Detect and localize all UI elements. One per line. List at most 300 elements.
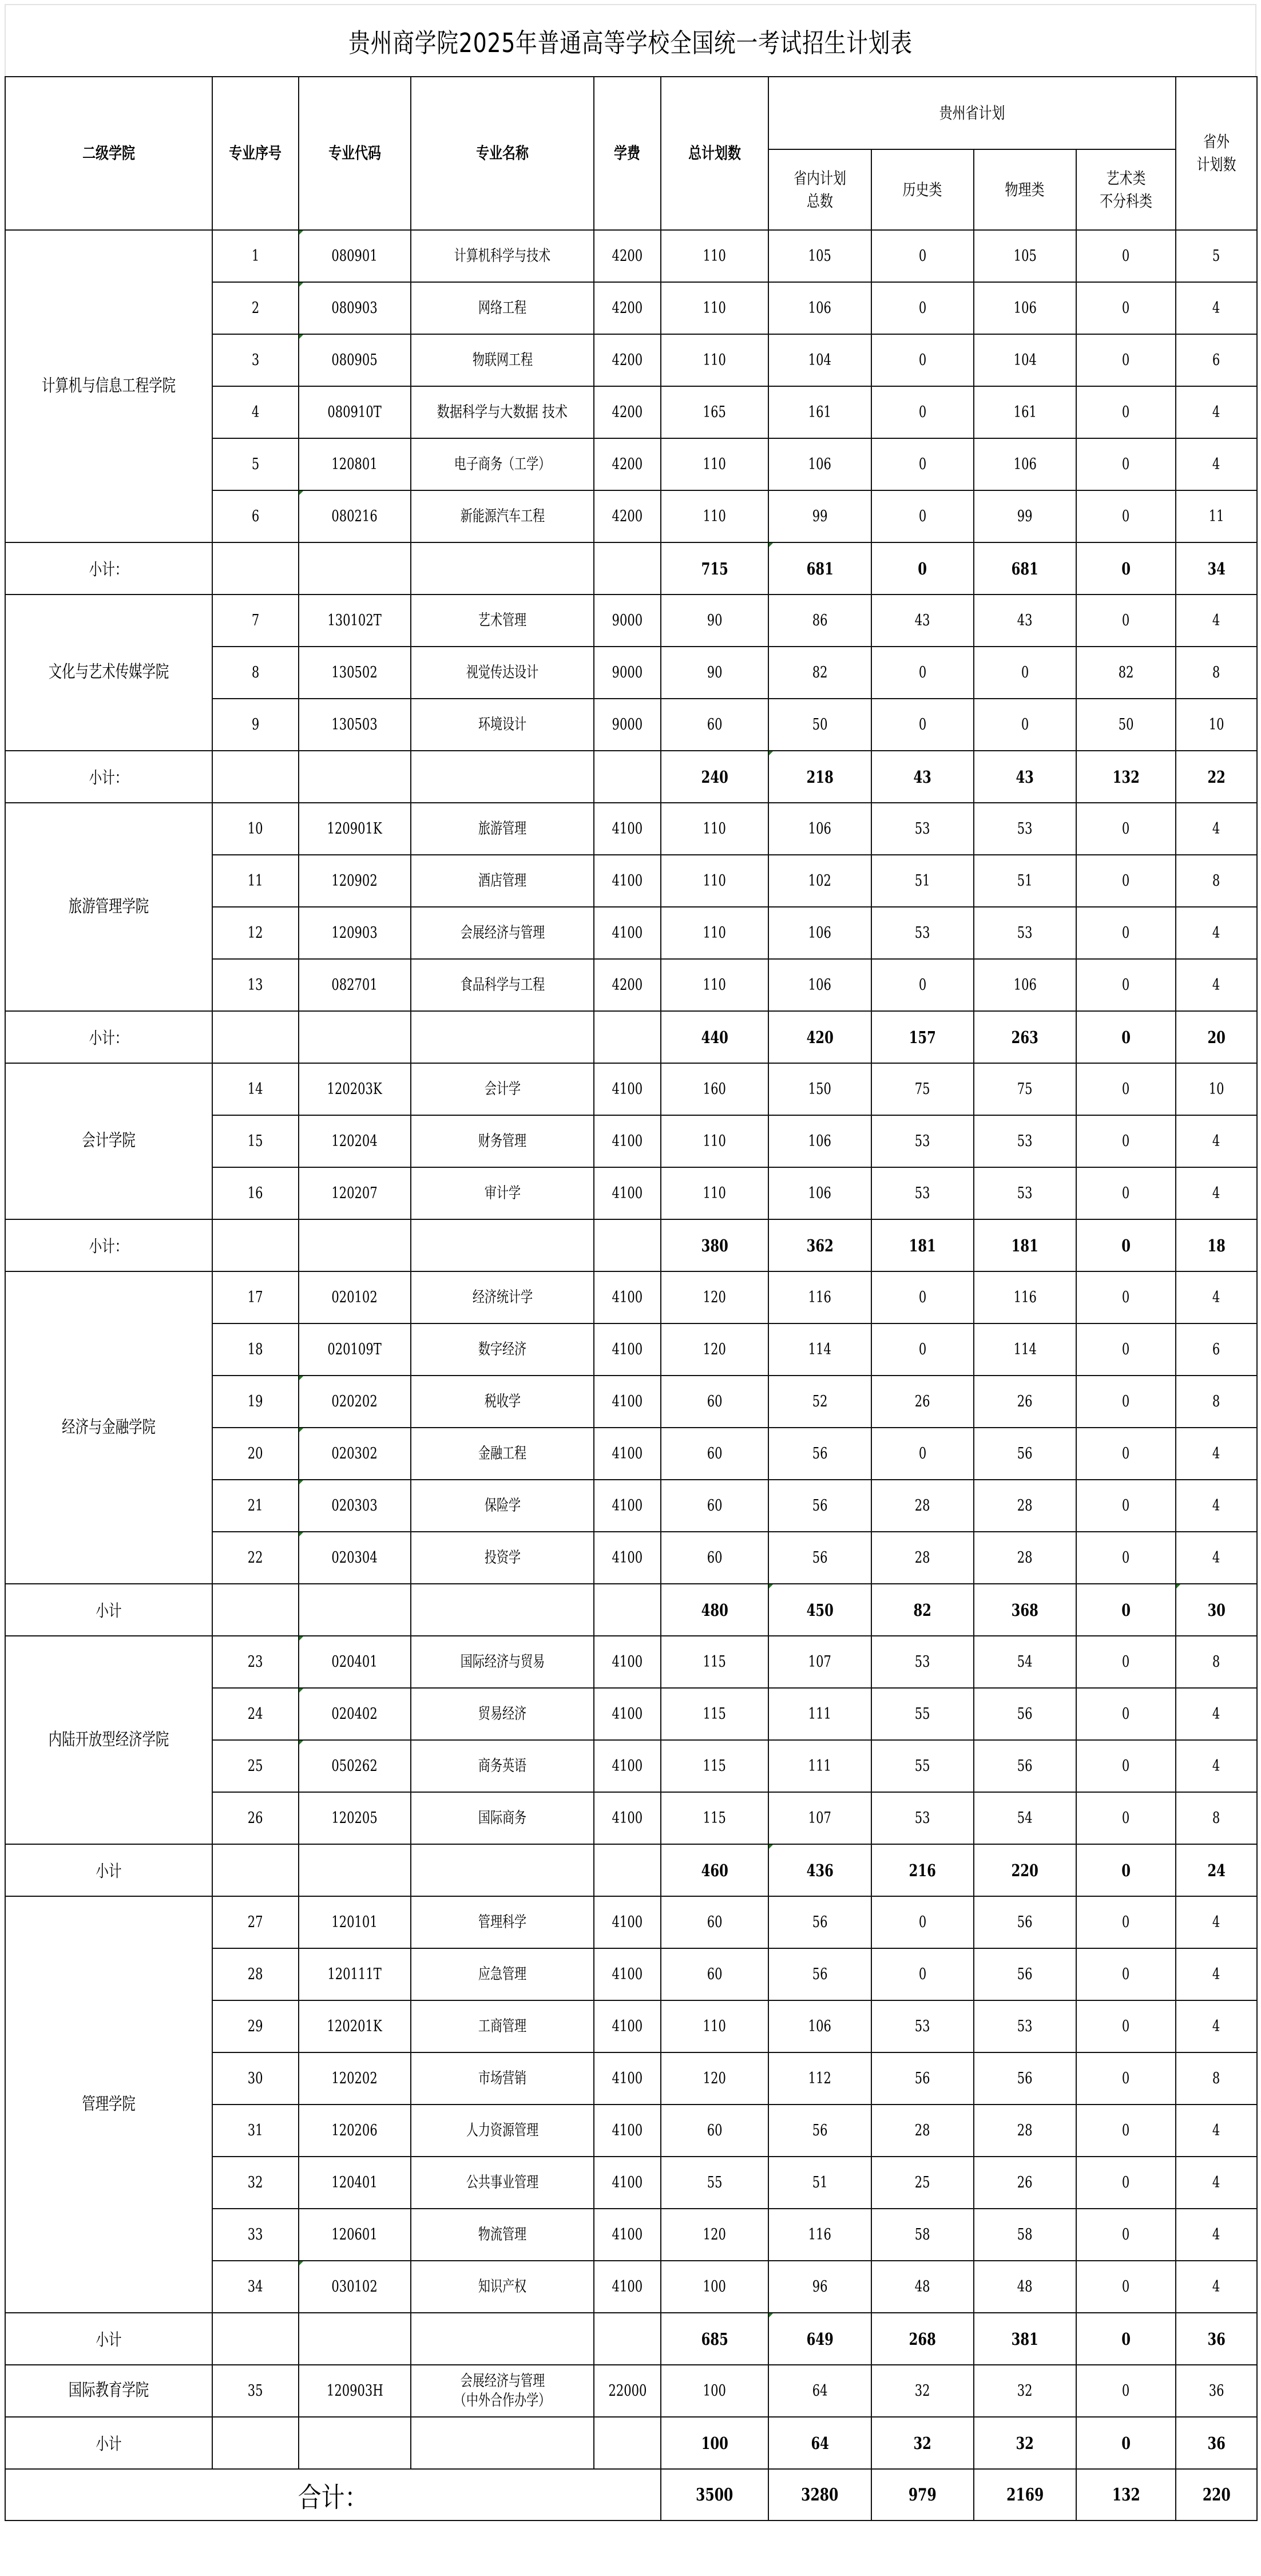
out-province-cell [1176,1428,1257,1480]
major-row [5,1271,1257,1323]
total-plan-cell-text: 120 [703,2069,727,2087]
art-cell [1076,1323,1176,1376]
major-seq-cell-text: 1 [251,247,260,265]
out-province-cell-text: 4 [1212,1444,1220,1463]
grand-total-row [5,2469,1257,2520]
history-cell [871,1063,974,1115]
subtotal-out-province-cell [1176,1584,1257,1636]
subtotal-label-cell [5,1844,212,1896]
tuition-fee-cell [594,1167,661,1219]
major-seq-cell [212,699,299,751]
tuition-fee-cell [594,1271,661,1323]
out-province-cell [1176,2209,1257,2261]
major-name-cell [411,230,594,282]
major-name-cell [411,2209,594,2261]
out-province-cell [1176,1688,1257,1740]
tuition-fee-cell-text: 4100 [612,819,643,838]
subtotal-row [5,1011,1257,1063]
subtotal-art-cell [1076,1844,1176,1896]
college-name-cell [5,2365,212,2417]
empty-cell [411,1011,594,1063]
physics-cell-text: 51 [1017,871,1033,890]
subtotal-in-province-total-cell [768,1584,871,1636]
physics-cell-text: 99 [1017,507,1033,525]
subtotal-out-province-cell-text: 22 [1207,767,1226,787]
total-plan-cell [661,2052,768,2105]
in-province-total-cell [768,1532,871,1584]
art-cell-text: 0 [1122,2173,1130,2191]
tuition-fee-cell-text: 9000 [612,663,643,681]
subtotal-total-plan-cell-text: 715 [701,558,728,578]
subtotal-art-cell [1076,1011,1176,1063]
subtotal-in-province-total-cell-text: 681 [806,558,834,578]
subtotal-row [5,1584,1257,1636]
out-province-cell-text: 8 [1212,1809,1220,1827]
total-plan-cell-text: 110 [703,924,727,942]
major-row [5,803,1257,855]
total-plan-cell [661,1376,768,1428]
physics-cell-text: 161 [1013,403,1037,421]
grand-total-physics-cell [974,2469,1076,2520]
major-name-cell-text: 管理科学 [478,1913,527,1931]
subtotal-in-province-total-cell-text: 649 [806,2329,834,2349]
history-cell-text: 28 [915,1496,930,1515]
out-province-cell-text: 4 [1212,2017,1220,2035]
out-province-cell [1176,2365,1257,2417]
out-province-cell-text: 4 [1212,1184,1220,1202]
art-cell-text: 0 [1122,1965,1130,1983]
history-cell-text: 55 [915,1705,930,1723]
history-cell-text: 53 [915,2017,930,2035]
tuition-fee-cell-text: 4100 [612,1757,643,1775]
history-cell [871,647,974,699]
total-plan-cell-text: 115 [703,1652,727,1671]
subtotal-in-province-total-cell-text: 218 [806,767,834,787]
subtotal-total-plan-cell [661,2313,768,2365]
art-cell [1076,2000,1176,2052]
tuition-fee-cell-text: 4100 [612,1652,643,1671]
in-province-total-cell [768,2261,871,2313]
subtotal-physics-cell-text: 220 [1011,1860,1039,1880]
major-name-cell-text: 商务英语 [478,1757,527,1775]
major-seq-cell [212,1480,299,1532]
major-seq-cell-text: 9 [251,715,260,734]
college-name-cell [5,1896,212,2313]
subtotal-history-cell-text: 157 [909,1027,937,1047]
major-seq-cell-text: 5 [251,455,260,473]
out-province-cell [1176,907,1257,959]
major-seq-cell-text: 11 [248,871,263,890]
tuition-fee-cell [594,1792,661,1844]
subtotal-history-cell-text: 181 [909,1235,937,1255]
subtotal-out-province-cell-text: 34 [1207,558,1226,578]
history-cell-text: 0 [918,247,927,265]
major-code-cell [299,699,411,751]
subtotal-physics-cell-text: 681 [1011,558,1039,578]
tuition-fee-cell [594,2261,661,2313]
physics-cell [974,1532,1076,1584]
in-province-total-cell-text: 56 [812,1444,828,1463]
major-name-cell [411,1948,594,2000]
in-province-total-cell [768,230,871,282]
major-code-cell-text: 020303 [331,1496,378,1515]
physics-cell-text: 53 [1017,2017,1033,2035]
total-plan-cell-text: 60 [707,1913,723,1931]
out-province-cell [1176,490,1257,542]
subtotal-label-cell-text: 小计 [96,1601,122,1620]
page-title: 贵州商学院2025年普通高等学校全国统一考试招生计划表 [348,27,913,58]
major-code-cell [299,1636,411,1688]
in-province-total-cell [768,438,871,490]
subtotal-label-cell [5,751,212,803]
in-province-total-cell-text: 111 [808,1705,832,1723]
major-code-cell-text: 120601 [331,2225,378,2244]
major-name-cell [411,1167,594,1219]
in-province-total-cell-text: 56 [812,2121,828,2139]
art-cell [1076,2209,1176,2261]
in-province-total-cell-text: 104 [808,351,832,369]
major-code-cell [299,490,411,542]
physics-cell-text: 114 [1013,1340,1037,1358]
major-seq-cell [212,2105,299,2157]
major-name-cell-text: 投资学 [484,1548,521,1567]
total-plan-cell-text: 60 [707,1444,723,1463]
major-seq-cell [212,2000,299,2052]
total-plan-cell [661,647,768,699]
out-province-cell-text: 5 [1212,247,1220,265]
subtotal-out-province-cell-text: 30 [1207,1600,1226,1620]
in-province-total-cell [768,1271,871,1323]
tuition-fee-cell-text: 4100 [612,1809,643,1827]
major-name-cell-text: 电子商务（工学） [454,455,551,473]
subtotal-total-plan-cell-text: 480 [701,1600,728,1620]
out-province-cell [1176,1636,1257,1688]
major-code-cell-text: 080903 [331,299,378,317]
major-name-cell [411,334,594,386]
physics-cell [974,2052,1076,2105]
art-cell [1076,1115,1176,1167]
art-cell [1076,699,1176,751]
major-seq-cell-text: 21 [248,1496,263,1515]
major-seq-cell-text: 35 [248,2381,263,2400]
subtotal-in-province-total-cell-text: 436 [806,1860,834,1880]
major-seq-cell [212,1896,299,1948]
major-name-cell-text: 金融工程 [478,1444,527,1463]
major-name-cell [411,2052,594,2105]
college-name-cell-text: 管理学院 [82,2094,136,2114]
out-province-cell [1176,1063,1257,1115]
empty-cell [411,2313,594,2365]
in-province-total-cell [768,2365,871,2417]
subtotal-row [5,1844,1257,1896]
physics-cell-text: 56 [1017,1965,1033,1983]
physics-cell [974,1376,1076,1428]
grand-total-total-plan-cell-text: 3500 [696,2484,733,2505]
out-province-cell [1176,1532,1257,1584]
out-province-cell [1176,1271,1257,1323]
out-province-cell-text: 4 [1212,1132,1220,1150]
subtotal-physics-cell [974,542,1076,595]
art-cell-text: 0 [1122,1080,1130,1098]
major-seq-cell [212,490,299,542]
out-province-cell-text: 4 [1212,1965,1220,1983]
tuition-fee-cell-text: 4200 [612,403,643,421]
major-name-cell [411,907,594,959]
subtotal-row [5,542,1257,595]
major-code-cell [299,438,411,490]
in-province-total-cell [768,647,871,699]
major-name-cell [411,438,594,490]
history-cell-text: 0 [918,715,927,734]
in-province-total-cell-text: 116 [808,1288,832,1306]
physics-cell [974,1896,1076,1948]
total-plan-cell-text: 60 [707,715,723,734]
out-province-cell-text: 8 [1212,663,1220,681]
in-province-total-cell [768,334,871,386]
major-code-cell-text: 020202 [331,1392,378,1410]
empty-cell [212,1584,299,1636]
tuition-fee-cell-text: 4100 [612,2225,643,2244]
subtotal-art-cell-text: 0 [1121,1600,1131,1620]
art-cell [1076,282,1176,334]
major-code-cell-text: 120207 [331,1184,378,1202]
physics-cell [974,334,1076,386]
grand-total-history-cell [871,2469,974,2520]
art-cell [1076,647,1176,699]
art-cell [1076,1376,1176,1428]
art-cell-text: 50 [1118,715,1134,734]
total-plan-cell [661,282,768,334]
physics-cell-text: 53 [1017,924,1033,942]
major-code-cell-text: 080910T [327,403,382,421]
art-cell-text: 0 [1122,1288,1130,1306]
major-name-cell [411,959,594,1011]
physics-cell [974,1792,1076,1844]
major-code-cell [299,1271,411,1323]
art-cell-text: 0 [1122,1913,1130,1931]
college-name-cell [5,1063,212,1219]
physics-cell-text: 56 [1017,2069,1033,2087]
major-code-cell [299,1948,411,2000]
subtotal-physics-cell [974,1844,1076,1896]
major-code-cell-text: 080216 [331,507,378,525]
physics-cell-text: 26 [1017,1392,1033,1410]
art-cell-text: 0 [1122,2069,1130,2087]
out-province-cell-text: 4 [1212,611,1220,629]
out-province-cell [1176,1740,1257,1792]
out-province-cell [1176,595,1257,647]
history-cell-text: 0 [918,299,927,317]
major-code-cell [299,1115,411,1167]
history-cell-text: 26 [915,1392,930,1410]
subtotal-in-province-total-cell-text: 450 [806,1600,834,1620]
in-province-total-cell-text: 107 [808,1652,832,1671]
grand-total-in-province-total-cell-text: 3280 [801,2484,839,2505]
in-province-total-cell [768,2000,871,2052]
empty-cell [594,1584,661,1636]
major-seq-cell-text: 2 [251,299,260,317]
out-province-cell-text: 10 [1208,715,1224,734]
tuition-fee-cell [594,230,661,282]
physics-cell [974,386,1076,438]
out-province-cell [1176,1896,1257,1948]
total-plan-cell-text: 120 [703,2225,727,2244]
total-plan-cell-text: 160 [703,1080,727,1098]
tuition-fee-cell-text: 4100 [612,1913,643,1931]
major-name-cell [411,1271,594,1323]
major-name-cell-text: 会计学 [484,1080,521,1098]
art-cell-text: 0 [1122,2225,1130,2244]
major-code-cell [299,1167,411,1219]
major-seq-cell [212,1792,299,1844]
major-code-cell-text: 120111T [327,1965,382,1983]
history-cell [871,2209,974,2261]
major-code-cell [299,1740,411,1792]
in-province-total-cell-text: 56 [812,1496,828,1515]
tuition-fee-cell-text: 4100 [612,2277,643,2296]
major-name-cell-text: 工商管理 [478,2017,527,2035]
subtotal-physics-cell [974,751,1076,803]
major-name-cell [411,2157,594,2209]
art-cell [1076,2365,1176,2417]
major-name-cell-text: 酒店管理 [478,871,527,890]
tuition-fee-cell [594,2052,661,2105]
subtotal-history-cell-text: 268 [909,2329,937,2349]
major-row [5,1063,1257,1115]
major-seq-cell-text: 30 [248,2069,263,2087]
subtotal-in-province-total-cell [768,2417,871,2469]
subtotal-label-cell-text: 小计： [89,560,128,579]
subtotal-art-cell [1076,542,1176,595]
tuition-fee-cell [594,1115,661,1167]
subtotal-total-plan-cell-text: 100 [701,2433,728,2453]
subtotal-total-plan-cell-text: 685 [701,2329,728,2349]
college-name-cell [5,1636,212,1844]
empty-cell [299,1844,411,1896]
subtotal-physics-cell-text: 43 [1016,767,1034,787]
major-seq-cell [212,438,299,490]
total-plan-cell-text: 60 [707,1965,723,1983]
major-name-cell [411,2105,594,2157]
college-name-cell-text: 经济与金融学院 [62,1417,156,1437]
tuition-fee-cell-text: 4100 [612,2121,643,2139]
out-province-cell [1176,2000,1257,2052]
subtotal-total-plan-cell [661,1011,768,1063]
major-seq-cell-text: 10 [248,819,263,838]
out-province-cell-text: 4 [1212,403,1220,421]
in-province-total-cell-text: 86 [812,611,828,629]
in-province-total-cell [768,1896,871,1948]
major-seq-cell [212,2052,299,2105]
total-plan-cell [661,2157,768,2209]
major-code-cell-text: 080905 [331,351,378,369]
history-cell [871,2365,974,2417]
out-province-cell-text: 4 [1212,299,1220,317]
subtotal-art-cell-text: 0 [1121,2433,1131,2453]
tuition-fee-cell [594,803,661,855]
in-province-total-cell-text: 116 [808,2225,832,2244]
in-province-total-cell [768,1792,871,1844]
empty-cell [299,2417,411,2469]
subtotal-history-cell-text: 43 [913,767,932,787]
table-body [5,230,1257,2520]
major-code-cell [299,1428,411,1480]
major-name-line: 会展经济与管理 [460,2372,545,2390]
total-plan-cell [661,230,768,282]
major-name-cell [411,1480,594,1532]
major-code-cell-text: 120204 [331,1132,378,1150]
college-name-cell-text: 旅游管理学院 [68,896,149,917]
history-cell [871,438,974,490]
tuition-fee-cell-text: 4100 [612,1132,643,1150]
history-cell [871,2000,974,2052]
major-code-cell-text: 082701 [331,976,378,994]
in-province-total-cell-text: 161 [808,403,832,421]
in-province-total-cell-text: 112 [808,2069,832,2087]
tuition-fee-cell [594,1428,661,1480]
art-cell-text: 0 [1122,2277,1130,2296]
art-cell-text: 0 [1122,455,1130,473]
art-cell [1076,334,1176,386]
total-plan-cell [661,1480,768,1532]
art-cell-text: 0 [1122,1652,1130,1671]
subtotal-label-cell [5,1584,212,1636]
tuition-fee-cell [594,2157,661,2209]
in-province-total-cell-text: 102 [808,871,832,890]
physics-cell-text: 56 [1017,1705,1033,1723]
major-name-cell [411,282,594,334]
major-name-cell-text: 视觉传达设计 [466,663,539,681]
out-province-cell-text: 4 [1212,976,1220,994]
major-code-cell [299,2000,411,2052]
total-plan-cell [661,1740,768,1792]
tuition-fee-cell [594,647,661,699]
total-plan-cell [661,1532,768,1584]
major-name-cell [411,1115,594,1167]
tuition-fee-cell-text: 4100 [612,2173,643,2191]
empty-cell [299,542,411,595]
total-plan-cell [661,595,768,647]
major-seq-cell-text: 13 [248,976,263,994]
total-plan-cell-text: 110 [703,507,727,525]
major-name-cell [411,1376,594,1428]
in-province-total-cell [768,1740,871,1792]
college-name-cell [5,1271,212,1584]
subtotal-row [5,751,1257,803]
major-seq-cell-text: 33 [248,2225,263,2244]
tuition-fee-cell-text: 4100 [612,1444,643,1463]
out-province-cell [1176,1115,1257,1167]
major-name-cell-text: 财务管理 [478,1132,527,1150]
subtotal-art-cell [1076,2417,1176,2469]
subtotal-history-cell-text: 32 [913,2433,932,2453]
tuition-fee-cell-text: 4100 [612,1288,643,1306]
total-plan-cell-text: 110 [703,2017,727,2035]
physics-cell [974,647,1076,699]
college-name-cell [5,803,212,1011]
out-province-cell-text: 36 [1208,2381,1224,2400]
out-province-cell [1176,2052,1257,2105]
major-code-cell-text: 120205 [331,1809,378,1827]
subtotal-art-cell-text: 0 [1121,1027,1131,1047]
major-seq-cell-text: 3 [251,351,260,369]
major-seq-cell-text: 23 [248,1652,263,1671]
total-plan-cell-text: 110 [703,455,727,473]
major-code-cell-text: 130503 [331,715,378,734]
history-cell-text: 28 [915,2121,930,2139]
subtotal-row [5,2313,1257,2365]
physics-cell [974,959,1076,1011]
